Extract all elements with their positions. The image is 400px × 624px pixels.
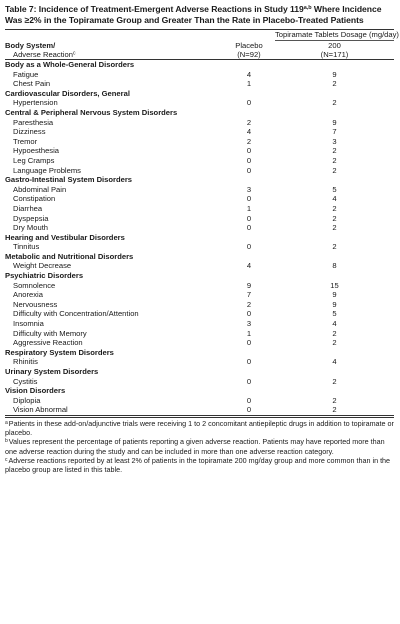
dose-200-value: 2 [332, 213, 337, 223]
footnote [5, 456, 394, 474]
placebo-value: 0 [246, 213, 252, 223]
placebo-value: 0 [246, 376, 252, 386]
reaction-name: Nervousness [13, 299, 58, 309]
reaction-name: Hypertension [13, 98, 58, 108]
category-label: Urinary System Disorders [5, 367, 99, 376]
table-row [5, 405, 394, 415]
placebo-value: 2 [246, 299, 252, 309]
dose-200-value: 7 [332, 127, 337, 137]
reaction-name: Tinnitus [13, 242, 40, 252]
reaction-name: Chest Pain [13, 79, 51, 89]
dose-200-value: 2 [332, 328, 337, 338]
table-row [5, 309, 394, 319]
table-row [5, 377, 394, 387]
reaction-name: Paresthesia [13, 117, 54, 127]
header-row-n [5, 50, 394, 60]
table-title-text-continued: Where Incidence Was ≥2% in the Topiramate Group and Greater Than the Rate in Placebo-Treated Patients [5, 4, 382, 25]
table-row [5, 214, 394, 224]
adverse-reaction-footnote-mark: c [72, 50, 76, 57]
table-body [5, 60, 394, 416]
category-row [5, 108, 394, 118]
header-row-labels [5, 41, 394, 51]
table-row [5, 261, 394, 271]
placebo-value: 2 [246, 136, 252, 146]
footnote-text: Values represent the percentage of patients reporting a given adverse reaction. Patients may have reported more than one adverse reaction during the study and can be included in more than one adverse reaction category. [5, 437, 385, 456]
dose-200-value: 9 [332, 290, 337, 300]
reaction-name: Rhinitis [13, 357, 38, 367]
placebo-value: 4 [246, 127, 252, 137]
footnote-mark: b [5, 438, 8, 445]
dose-200-header: 200 [328, 41, 341, 50]
dose-200-value: 5 [332, 309, 337, 319]
category-row [5, 367, 394, 377]
dose-200-value: 2 [332, 338, 337, 348]
placebo-value: 1 [246, 203, 252, 213]
header-row-dose-group [5, 30, 394, 41]
reaction-name: Anorexia [13, 290, 43, 300]
table-title-footnote-marks: a,b [303, 5, 312, 11]
placebo-value: 0 [246, 194, 252, 204]
dose-200-value: 4 [332, 319, 337, 329]
footnote-text: Patients in these add-on/adjunctive trials were receiving 1 to 2 concomitant antiepileptic drugs in addition to topiramate or placebo. [5, 418, 394, 438]
placebo-value: 0 [246, 98, 252, 108]
reaction-name: Insomnia [13, 319, 44, 329]
reaction-name: Leg Cramps [13, 155, 55, 165]
placebo-value: 0 [223, 405, 275, 415]
dose-200-n: (N=171) [275, 50, 394, 60]
reaction-name: Diplopia [13, 395, 41, 405]
reaction-name: Fatigue [13, 69, 39, 79]
dose-group-header: Topiramate Tablets Dosage (mg/day) [275, 30, 399, 39]
table-row [5, 98, 394, 108]
table-row [5, 204, 394, 214]
dose-200-value: 4 [332, 194, 337, 204]
dose-200-value: 2 [332, 155, 337, 165]
category-row [5, 386, 394, 396]
placebo-value: 0 [246, 338, 252, 348]
table-title-text: Table 7: Incidence of Treatment-Emergent Adverse Reactions in Study 119 [5, 4, 304, 14]
dose-200-value: 8 [332, 261, 337, 271]
table-row [5, 242, 394, 252]
body-system-header: Body System/ [5, 40, 56, 50]
placebo-value: 0 [246, 223, 252, 233]
table-row [5, 300, 394, 310]
placebo-value: 2 [246, 117, 252, 127]
placebo-n: (N=92) [223, 50, 275, 60]
placebo-value: 7 [246, 290, 252, 300]
dose-200-value: 2 [332, 376, 337, 386]
category-label: Body as a Whole-General Disorders [5, 60, 135, 69]
reaction-name: Tremor [13, 136, 38, 146]
placebo-value: 1 [246, 328, 252, 338]
placebo-value: 0 [246, 165, 252, 175]
category-row [5, 252, 394, 262]
reaction-name: Language Problems [13, 165, 81, 175]
dose-200-value: 4 [332, 357, 337, 367]
footnote [5, 419, 394, 437]
category-label: Psychiatric Disorders [5, 271, 84, 281]
reaction-name: Diarrhea [13, 203, 43, 213]
placebo-value: 0 [246, 309, 252, 319]
reaction-name: Dyspepsia [13, 213, 49, 223]
placebo-value: 1 [246, 79, 252, 89]
placebo-value: 0 [246, 242, 252, 252]
placebo-value: 0 [246, 155, 252, 165]
reaction-name: Cystitis [13, 376, 38, 386]
dose-200-value: 5 [332, 184, 337, 194]
category-row [5, 175, 394, 185]
reaction-name: Vision Abnormal [5, 405, 223, 415]
table-row [5, 137, 394, 147]
placebo-value: 0 [246, 146, 252, 156]
placebo-value: 4 [246, 69, 252, 79]
dose-200-value: 9 [332, 69, 337, 79]
table-row [5, 290, 394, 300]
table-row [5, 146, 394, 156]
reaction-name: Dizziness [13, 127, 46, 137]
table-row [5, 70, 394, 80]
table-row [5, 357, 394, 367]
placebo-value: 4 [246, 261, 252, 271]
dose-200-value: 9 [332, 117, 337, 127]
category-label: Central & Peripheral Nervous System Disorders [5, 107, 178, 117]
reaction-name: Difficulty with Memory [13, 328, 87, 338]
category-label: Cardiovascular Disorders, General [5, 88, 130, 98]
footnote-mark: a [5, 419, 8, 426]
table-row [5, 329, 394, 339]
placebo-value: 3 [246, 319, 252, 329]
reaction-name: Dry Mouth [13, 223, 49, 233]
dose-200-value: 2 [332, 203, 337, 213]
placebo-value: 0 [246, 357, 252, 367]
category-label: Gastro-Intestinal System Disorders [5, 175, 133, 185]
footnote-mark: c [5, 456, 8, 463]
category-label: Metabolic and Nutritional Disorders [5, 251, 134, 261]
dose-200-value: 2 [332, 223, 337, 233]
category-label: Respiratory System Disorders [5, 347, 114, 357]
table-title [5, 4, 394, 26]
footnote-text: Adverse reactions reported by at least 2% of patients in the topiramate 200 mg/day group and more common than in the placebo group are listed in this table. [5, 455, 391, 474]
reaction-name: Hypoesthesia [13, 146, 60, 156]
reaction-name: Aggressive Reaction [13, 338, 83, 348]
category-row [5, 233, 394, 243]
dose-200-value: 2 [275, 405, 394, 415]
table-row [5, 194, 394, 204]
table-row [5, 281, 394, 291]
placebo-value: 0 [246, 395, 252, 405]
table-row [5, 338, 394, 348]
dose-200-value: 2 [332, 79, 337, 89]
dose-200-value: 2 [332, 165, 337, 175]
table-row [5, 156, 394, 166]
table-row [5, 127, 394, 137]
reaction-name: Difficulty with Concentration/Attention [13, 309, 139, 319]
table-row [5, 185, 394, 195]
reaction-name: Abdominal Pain [13, 184, 67, 194]
placebo-value: 3 [246, 184, 252, 194]
dose-200-value: 2 [332, 146, 337, 156]
table-row [5, 79, 394, 89]
table-row [5, 118, 394, 128]
table-row [5, 166, 394, 176]
reaction-name: Constipation [13, 194, 56, 204]
footnotes [5, 417, 394, 474]
dose-200-value: 9 [332, 299, 337, 309]
adverse-reaction-header: Adverse Reaction$^c$ [5, 50, 223, 60]
category-row [5, 89, 394, 99]
category-label: Hearing and Vestibular Disorders [5, 232, 125, 242]
dose-200-value: 3 [332, 136, 337, 146]
table-row [5, 223, 394, 233]
reaction-name: Somnolence [13, 280, 56, 290]
category-label: Vision Disorders [5, 386, 66, 396]
category-row [5, 60, 394, 70]
reaction-name: Weight Decrease [13, 261, 72, 271]
placebo-header: Placebo [235, 40, 263, 50]
table-row [5, 396, 394, 406]
dose-200-value: 2 [332, 242, 337, 252]
adverse-reactions-table [5, 29, 399, 416]
category-row [5, 271, 394, 281]
dose-200-value: 15 [330, 280, 339, 290]
table-row [5, 319, 394, 329]
footnote [5, 437, 394, 455]
category-row [5, 348, 394, 358]
placebo-value: 9 [246, 280, 252, 290]
dose-200-value: 2 [332, 395, 337, 405]
dose-200-value: 2 [332, 98, 337, 108]
